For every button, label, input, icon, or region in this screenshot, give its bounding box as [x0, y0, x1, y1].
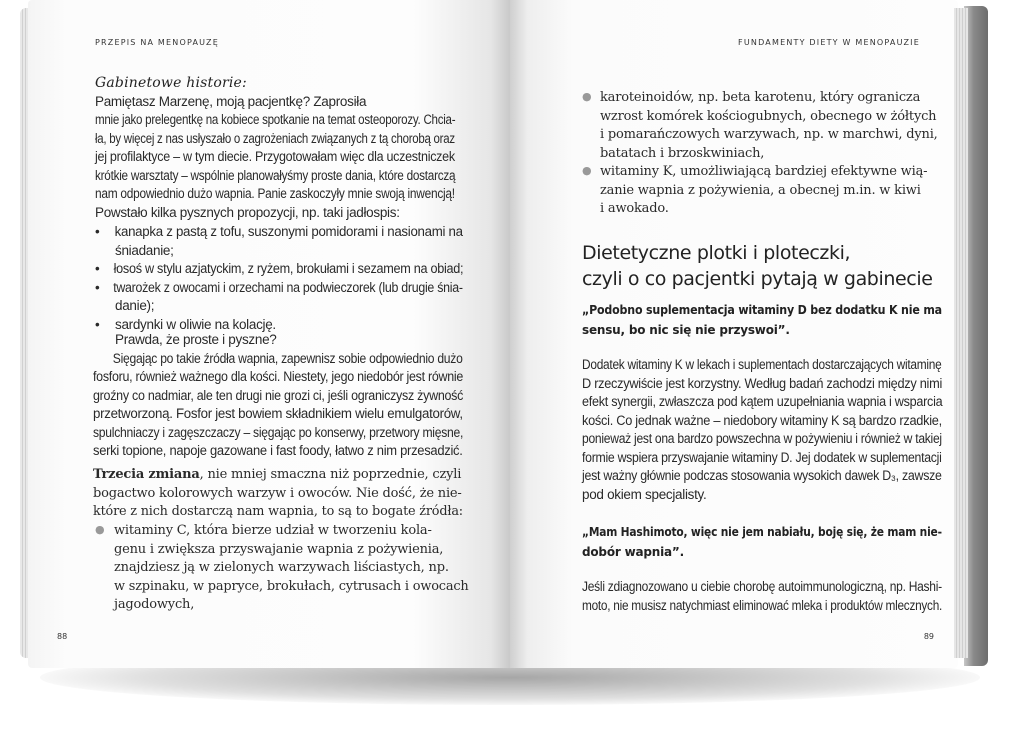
- text-line: witaminy C, która bierze udział w tworzeniu kola-: [114, 523, 432, 538]
- text-line: sardynki w oliwie na kolację.: [115, 316, 276, 332]
- right-page-stack: [954, 8, 968, 658]
- text-line: kanapka z pastą z tofu, suszonymi pomidorami i nasionami na: [114, 224, 463, 239]
- text-line: jej profilaktyce – w tym diecie. Przygotowałam więc dla uczestniczek: [95, 149, 455, 164]
- paragraph-lines: [582, 89, 942, 163]
- text-line: Jeśli zdiagnozowano u ciebie chorobę autoimmunologiczną, np. Hashi-: [582, 579, 942, 594]
- text-line: Prawda, że proste i pyszne?: [115, 332, 277, 347]
- bullet-dot: ●: [582, 164, 592, 177]
- bullet-dot: •: [95, 224, 100, 239]
- text-line: łosoś w stylu azjatyckim, z ryżem, brokułami i sezamem na obiad;: [113, 261, 464, 276]
- text-line: batatach i brzoskwiniach,: [600, 145, 765, 161]
- left-page: [28, 0, 510, 668]
- text-line: sensu, bo nic się nie przyswoi”.: [582, 323, 790, 337]
- bullet-dot: •: [95, 279, 100, 295]
- bullet-dot: ●: [95, 523, 105, 536]
- text-line: śniadanie;: [115, 242, 174, 258]
- text-line: nam odpowiednio dużo wapnia. Panie zaskoczyły mnie swoją inwencją!: [95, 186, 455, 201]
- paragraph-lines: [93, 350, 463, 461]
- bullet-vitamin-k: [582, 163, 942, 219]
- running-head-left: PRZEPIS NA MENOPAUZĘ: [95, 38, 219, 47]
- paragraph-lines: [582, 163, 942, 219]
- text-line: i pomarańczowych warzywach, np. w marchwi, dyni,: [600, 127, 938, 143]
- script-heading: Gabinetowe historie:: [95, 75, 247, 91]
- text-line: czyli o co pacjentki pytają w gabinecie: [582, 268, 933, 290]
- paragraph-third-change: [93, 466, 463, 522]
- text-line: krótkie warsztaty – wspólnie planowałyśmy proste dania, które dostarczą: [95, 167, 456, 183]
- text-line: fosforu, również ważnego dla kości. Niestety, jego niedobór jest równie: [93, 369, 464, 384]
- bullet-dot: ●: [582, 90, 592, 103]
- text-line: pod okiem specjalisty.: [582, 486, 707, 502]
- right-page: [510, 0, 958, 668]
- text-line: „Mam Hashimoto, więc nie jem nabiału, boję się, że mam nie-: [582, 525, 942, 539]
- text-line: moto, nie musisz natychmiast eliminować mleka i produktów mlecznych.: [582, 597, 943, 613]
- bullet-dot: •: [95, 261, 100, 276]
- list-item: [93, 279, 463, 316]
- bold-lead: Trzecia zmiana: [93, 467, 200, 482]
- text-line: znajdziesz ją w zielonych warzywach liściastych, np.: [114, 560, 449, 576]
- list-item: [93, 223, 463, 260]
- text-line: jagodowych,: [114, 597, 195, 613]
- bullet-carotenoids: [582, 89, 942, 163]
- text-line: efekt synergii, zwłaszcza pod kątem uzupełniania wapnia i wsparcia: [582, 394, 943, 409]
- bullet-vitamin-c: [93, 522, 473, 615]
- text-line: jest ważny głównie podczas stosowania wysokich dawek D₃, zawsze: [582, 468, 942, 483]
- text-line: dobór wapnia”.: [582, 545, 684, 559]
- story-paragraph: [95, 74, 455, 222]
- question-2: [582, 522, 958, 562]
- answer-1: [582, 356, 942, 504]
- menu-list: [93, 223, 463, 334]
- text-line: danie);: [115, 298, 155, 313]
- text-line: bogactwo kolorowych warzyw i owoców. Nie dość, że nie-: [93, 485, 462, 501]
- page-number-left: 88: [57, 632, 68, 641]
- text-line: ła, by więcej z nas usłyszało o zagrożeniach związanych z tą chorobą oraz: [95, 130, 455, 146]
- paragraph-lines: [93, 522, 473, 615]
- answer-2: [582, 578, 942, 615]
- list-item: [93, 260, 463, 279]
- text-line: ponieważ jest ona bardzo powszechna w pożywieniu i również w takiej: [582, 431, 942, 446]
- section-title: [582, 240, 933, 292]
- open-book: [20, 0, 980, 690]
- text-line: D rzeczywiście jest korzystny. Według badań zachodzi między nimi: [582, 375, 943, 391]
- text-line: Pamiętasz Marzenę, moją pacjentkę? Zaprosiła: [95, 93, 367, 109]
- bullet-dot: •: [95, 316, 100, 332]
- text-line: twarożek z owocami i orzechami na podwieczorek (lub drugie śnia-: [113, 279, 463, 295]
- text-line: groźny co nadmiar, ale ten drugi nie grozi ci, jeśli ograniczysz żywność: [93, 387, 464, 403]
- text-line: genu i zwiększa przyswajanie wapnia z pożywienia,: [114, 541, 444, 557]
- text-line: , nie mniej smaczna niż poprzednie, czyli: [199, 467, 462, 482]
- paragraph-phosphorus: [93, 331, 463, 461]
- text-line: witaminy K, umożliwiającą bardziej efektywne wią-: [600, 164, 928, 179]
- running-head-right: FUNDAMENTY DIETY W MENOPAUZIE: [738, 38, 920, 47]
- text-line: „Podobno suplementacja witaminy D bez dodatku K nie ma: [582, 303, 942, 317]
- text-line: które z nich dostarczą nam wapnia, to są to bogate źródła:: [93, 504, 463, 520]
- paragraph-lines: [95, 111, 455, 222]
- text-line: mnie jako prelegentkę na kobiece spotkanie na temat osteoporozy. Chcia-: [95, 112, 456, 127]
- text-line: Powstało kilka pysznych propozycji, np. taki jadłospis:: [95, 204, 400, 220]
- text-line: wzrost komórek kościogubnych, obecnego w żółtych: [600, 108, 937, 124]
- page-number-right: 89: [923, 632, 934, 641]
- text-line: kości. Co jednak ważne – niedobory witaminy K są bardzo rzadkie,: [582, 412, 942, 428]
- question-1: [582, 300, 958, 340]
- text-line: Dodatek witaminy K w lekach i suplementach dostarczających witaminę: [582, 357, 942, 372]
- text-line: karoteinoidów, np. beta karotenu, który ogranicza: [600, 90, 921, 105]
- text-line: spulchniaczy i zagęszczaczy – sięgając po konserwy, przetwory mięsne,: [93, 424, 464, 440]
- text-line: formie wspiera przyswajanie witaminy D. Jej dodatek w suplementacji: [582, 449, 942, 465]
- text-line: Dietetyczne plotki i ploteczki,: [582, 242, 851, 264]
- text-line: serki topione, napoje gazowane i fast foody, łatwo z nim przesadzić.: [93, 443, 463, 458]
- text-line: Sięgając po takie źródła wapnia, zapewnisz sobie odpowiednio dużo: [112, 350, 463, 366]
- text-line: przetworzoną. Fosfor jest bowiem składnikiem wielu emulgatorów,: [93, 406, 463, 421]
- text-line: w szpinaku, w papryce, brokułach, cytrusach i owocach: [114, 578, 469, 594]
- text-line: i awokado.: [600, 201, 669, 217]
- text-line: zanie wapnia z pożywienia, a obecnej m.in. w kiwi: [600, 182, 921, 198]
